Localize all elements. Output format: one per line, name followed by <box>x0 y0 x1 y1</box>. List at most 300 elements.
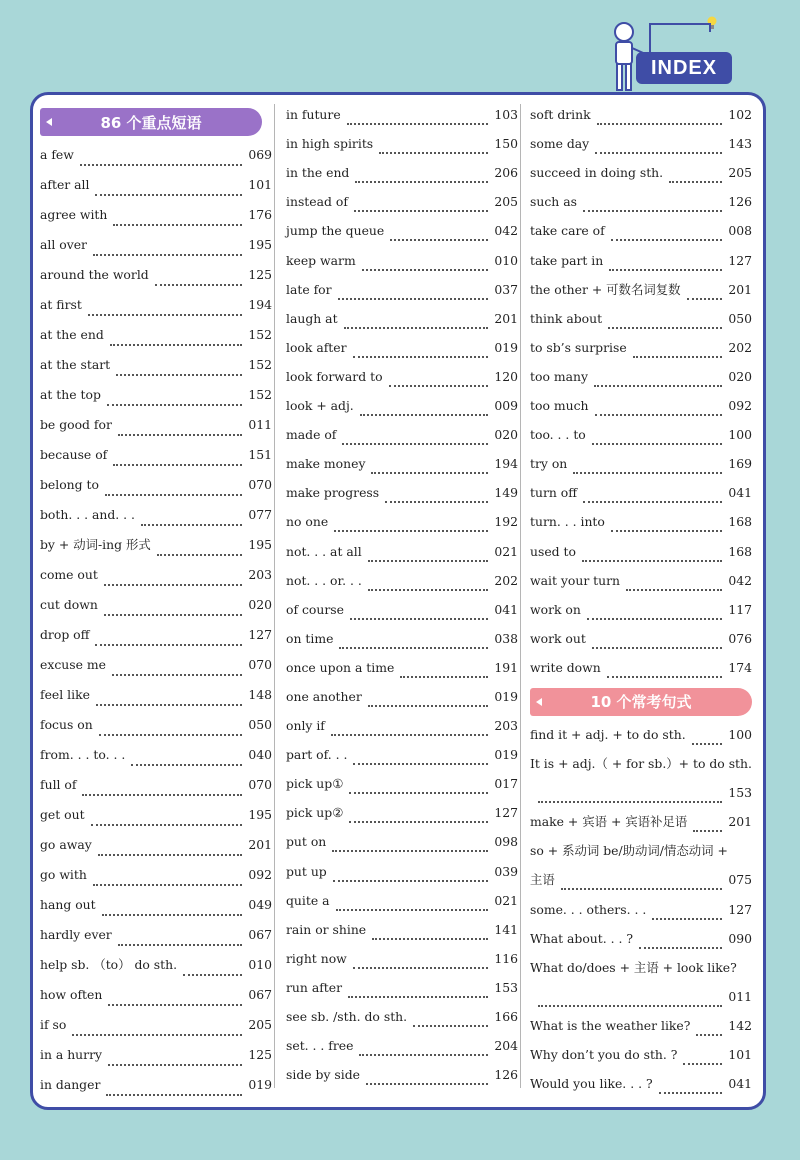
entry-page-number: 019 <box>248 1077 272 1092</box>
sentence-entry <box>530 807 752 836</box>
index-entry <box>286 740 518 769</box>
dot-leader <box>633 356 723 358</box>
dot-leader <box>692 743 723 745</box>
entry-page-number: 042 <box>494 223 518 239</box>
entry-phrase: set. . . free <box>286 1038 354 1054</box>
entry-page-number: 203 <box>248 567 272 582</box>
entry-phrase: rain or shine <box>286 921 367 937</box>
entry-page-number: 041 <box>728 485 752 501</box>
entry-phrase: think about <box>530 310 603 326</box>
dot-leader <box>353 763 488 765</box>
dot-leader <box>696 1034 722 1036</box>
index-tab <box>636 52 732 84</box>
dot-leader <box>669 181 722 183</box>
entry-phrase: full of <box>40 777 77 792</box>
index-entry <box>40 290 272 320</box>
dot-leader <box>336 909 489 911</box>
index-entry <box>530 362 752 391</box>
index-entry <box>40 1070 272 1100</box>
dot-leader <box>594 385 722 387</box>
index-entry <box>40 410 272 440</box>
dot-leader <box>96 704 242 706</box>
dot-leader <box>350 618 488 620</box>
entry-page-number: 050 <box>248 717 272 732</box>
index-entry <box>286 827 518 856</box>
entry-page-number: 067 <box>248 987 272 1002</box>
index-entry <box>40 380 272 410</box>
index-entry <box>40 470 272 500</box>
entry-page-number: 050 <box>728 310 752 326</box>
dot-leader <box>88 314 243 316</box>
entry-phrase: go away <box>40 837 92 852</box>
entry-page-number: 069 <box>248 147 272 162</box>
entry-page-number: 127 <box>728 252 752 268</box>
index-entry <box>40 320 272 350</box>
entry-phrase: belong to <box>40 477 99 492</box>
dot-leader <box>141 524 242 526</box>
entry-page-number: 168 <box>728 514 752 530</box>
dot-leader <box>348 996 488 998</box>
column-divider <box>274 104 275 1088</box>
entry-page-number: 125 <box>248 267 272 282</box>
entry-phrase: agree with <box>40 207 108 222</box>
sentence-entry <box>530 894 752 923</box>
entry-page-number: 021 <box>494 543 518 559</box>
dot-leader <box>587 618 722 620</box>
dot-leader <box>626 589 722 591</box>
entry-page-number: 037 <box>494 281 518 297</box>
entry-phrase: work out <box>530 630 586 646</box>
index-entry <box>286 245 518 274</box>
entry-phrase: one another <box>286 688 362 704</box>
entry-page-number: 201 <box>728 281 752 297</box>
index-entry <box>286 624 518 653</box>
dot-leader <box>95 194 242 196</box>
dot-leader <box>116 374 242 376</box>
index-entry <box>530 187 752 216</box>
entry-page-number: 166 <box>494 1009 518 1024</box>
dot-leader <box>183 974 242 976</box>
index-entry <box>286 711 518 740</box>
dot-leader <box>349 792 488 794</box>
entry-sentence: 主语 <box>530 872 555 888</box>
dot-leader <box>683 1063 722 1065</box>
dot-leader <box>82 794 242 796</box>
dot-leader <box>155 284 243 286</box>
entry-page-number: 011 <box>728 988 752 1004</box>
entry-page-number: 017 <box>494 776 518 792</box>
entry-page-number: 151 <box>248 447 272 462</box>
index-entry <box>286 275 518 304</box>
entry-page-number: 021 <box>494 892 518 908</box>
entry-sentence: What do/does + 主语 + look like? <box>530 959 737 975</box>
entry-phrase: some day <box>530 136 590 152</box>
dot-leader <box>595 414 723 416</box>
entry-phrase: from. . . to. . . <box>40 747 126 762</box>
index-entry <box>40 1040 272 1070</box>
dot-leader <box>368 705 489 707</box>
index-entry <box>286 507 518 536</box>
entry-page-number: 077 <box>248 507 272 522</box>
entry-page-number: 070 <box>248 777 272 792</box>
index-entry <box>286 536 518 565</box>
index-entry <box>530 653 752 682</box>
dot-leader <box>105 494 242 496</box>
entry-phrase: hardly ever <box>40 927 112 942</box>
entry-page-number: 205 <box>494 194 518 210</box>
entry-phrase: too many <box>530 368 588 384</box>
index-entry <box>530 420 752 449</box>
entry-phrase: in the end <box>286 165 350 181</box>
entry-page-number: 201 <box>248 837 272 852</box>
index-entry <box>40 140 272 170</box>
entry-page-number: 202 <box>494 572 518 588</box>
index-entry <box>286 333 518 362</box>
index-entry <box>286 682 518 711</box>
dot-leader <box>359 1054 488 1056</box>
dot-leader <box>354 210 488 212</box>
entry-page-number: 092 <box>728 398 752 414</box>
entry-page-number: 020 <box>494 427 518 443</box>
entry-page-number: 100 <box>728 427 752 443</box>
entry-phrase: because of <box>40 447 108 462</box>
index-entry <box>40 590 272 620</box>
dot-leader <box>385 501 488 503</box>
entry-page-number: 042 <box>728 572 752 588</box>
entry-phrase: cut down <box>40 597 98 612</box>
entry-page-number: 098 <box>494 834 518 850</box>
entry-page-number: 202 <box>728 339 752 355</box>
entry-phrase: in high spirits <box>286 136 374 152</box>
index-entry <box>40 680 272 710</box>
dot-leader <box>98 854 243 856</box>
entry-page-number: 070 <box>248 657 272 672</box>
entry-phrase: keep warm <box>286 252 356 268</box>
sentence-entry <box>530 836 752 865</box>
entry-phrase: on time <box>286 630 334 646</box>
entry-phrase: used to <box>530 543 576 559</box>
dot-leader <box>102 914 243 916</box>
dot-leader <box>353 967 489 969</box>
sentence-entry <box>530 749 752 778</box>
index-entry <box>530 333 752 362</box>
dot-leader <box>108 1004 242 1006</box>
entry-page-number: 152 <box>248 357 272 372</box>
entry-page-number: 152 <box>248 387 272 402</box>
dot-leader <box>592 647 722 649</box>
entry-page-number: 120 <box>494 368 518 384</box>
entry-page-number: 102 <box>728 107 752 123</box>
entry-phrase: of course <box>286 601 344 617</box>
dot-leader <box>360 414 489 416</box>
entry-page-number: 010 <box>494 252 518 268</box>
dot-leader <box>108 1064 242 1066</box>
dot-leader <box>332 850 488 852</box>
entry-page-number: 169 <box>728 456 752 472</box>
entry-phrase: at the end <box>40 327 104 342</box>
entry-phrase: hang out <box>40 897 96 912</box>
column-divider <box>520 104 521 1088</box>
entry-page-number: 040 <box>248 747 272 762</box>
entry-phrase: come out <box>40 567 98 582</box>
entry-phrase: make money <box>286 456 366 472</box>
index-entry <box>286 973 518 1002</box>
entry-page-number: 019 <box>494 747 518 763</box>
entry-page-number: 142 <box>728 1017 752 1033</box>
dot-leader <box>106 1094 242 1096</box>
dot-leader <box>372 938 488 940</box>
entry-phrase: how often <box>40 987 103 1002</box>
entry-phrase: right now <box>286 950 347 966</box>
entry-phrase: pick up② <box>286 805 344 821</box>
index-entry <box>40 260 272 290</box>
entry-page-number: 038 <box>494 630 518 646</box>
entry-phrase: look forward to <box>286 368 383 384</box>
entry-page-number: 049 <box>248 897 272 912</box>
dot-leader <box>355 181 488 183</box>
index-entry <box>286 100 518 129</box>
entry-phrase: such as <box>530 194 577 210</box>
index-entry <box>530 100 752 129</box>
entry-page-number: 010 <box>248 957 272 972</box>
entry-page-number: 090 <box>728 930 752 946</box>
entry-phrase: pick up① <box>286 776 344 792</box>
dot-leader <box>118 434 242 436</box>
dot-leader <box>334 530 488 532</box>
entry-page-number: 206 <box>494 165 518 181</box>
dot-leader <box>389 385 489 387</box>
dot-leader <box>99 734 243 736</box>
entry-page-number: 153 <box>728 785 752 801</box>
index-entry <box>286 1060 518 1089</box>
index-entry <box>40 200 272 230</box>
entry-page-number: 070 <box>248 477 272 492</box>
entry-phrase: quite a <box>286 892 330 908</box>
sentence-entry <box>530 865 752 894</box>
connector-line <box>648 22 718 56</box>
dot-leader <box>611 530 722 532</box>
index-entry <box>40 1010 272 1040</box>
index-entry <box>286 769 518 798</box>
index-entry <box>286 856 518 885</box>
dot-leader <box>349 821 488 823</box>
dot-leader <box>659 1092 723 1094</box>
entry-phrase: all over <box>40 237 87 252</box>
entry-sentence: Why don’t you do sth. ? <box>530 1047 678 1062</box>
entry-page-number: 125 <box>248 1047 272 1062</box>
entry-page-number: 103 <box>494 107 518 123</box>
index-entry <box>530 391 752 420</box>
index-entry <box>530 245 752 274</box>
dot-leader <box>344 327 489 329</box>
entry-page-number: 176 <box>248 207 272 222</box>
dot-leader <box>107 404 242 406</box>
sentence-entry <box>530 1011 752 1040</box>
dot-leader <box>390 239 488 241</box>
entry-page-number: 019 <box>494 339 518 355</box>
entry-phrase: try on <box>530 456 568 472</box>
dot-leader <box>118 944 243 946</box>
entry-phrase: only if <box>286 718 325 734</box>
entry-page-number: 092 <box>248 867 272 882</box>
entry-phrase: put up <box>286 863 327 879</box>
entry-phrase: made of <box>286 427 337 443</box>
entry-phrase: too much <box>530 398 589 414</box>
dot-leader <box>583 210 722 212</box>
entry-phrase: look + adj. <box>286 398 354 414</box>
entry-page-number: 194 <box>248 297 272 312</box>
dot-leader <box>93 254 242 256</box>
entry-phrase: look after <box>286 339 347 355</box>
dot-leader <box>368 589 489 591</box>
index-entry <box>286 478 518 507</box>
entry-phrase: after all <box>40 177 90 192</box>
phrases-section-header: 86 个重点短语 <box>40 108 262 136</box>
index-entry <box>530 304 752 333</box>
entry-page-number: 195 <box>248 807 272 822</box>
index-entry <box>286 595 518 624</box>
entry-page-number: 127 <box>728 901 752 917</box>
dot-leader <box>72 1034 242 1036</box>
entry-page-number: 101 <box>248 177 272 192</box>
entry-sentence: so + 系动词 be/助动词/情态动词 + <box>530 843 728 859</box>
entry-phrase: be good for <box>40 417 112 432</box>
entry-page-number: 020 <box>728 368 752 384</box>
index-entry <box>286 566 518 595</box>
dot-leader <box>104 584 243 586</box>
entry-sentence: some. . . others. . . <box>530 901 647 917</box>
entry-phrase: around the world <box>40 267 149 282</box>
sentence-entry <box>530 1069 752 1098</box>
entry-page-number: 101 <box>728 1047 752 1062</box>
entry-page-number: 204 <box>494 1038 518 1054</box>
entry-phrase: late for <box>286 281 332 297</box>
index-entry <box>40 350 272 380</box>
entry-phrase: write down <box>530 659 601 675</box>
dot-leader <box>597 123 723 125</box>
index-entry <box>40 710 272 740</box>
index-entry <box>530 158 752 187</box>
index-entry <box>286 420 518 449</box>
dot-leader <box>112 674 242 676</box>
dot-leader <box>131 764 242 766</box>
index-entry <box>286 391 518 420</box>
entry-phrase: part of. . . <box>286 747 348 763</box>
entry-page-number: 195 <box>248 537 272 552</box>
entry-page-number: 011 <box>248 417 272 432</box>
index-entry <box>530 129 752 158</box>
index-entry <box>40 950 272 980</box>
entry-phrase: the other + 可数名词复数 <box>530 281 681 297</box>
entry-phrase: focus on <box>40 717 93 732</box>
index-entry <box>530 507 752 536</box>
dot-leader <box>582 560 722 562</box>
sentence-entry <box>530 982 752 1011</box>
entry-phrase: help sb. （to） do sth. <box>40 957 178 972</box>
index-entry <box>40 170 272 200</box>
entry-phrase: in future <box>286 107 341 123</box>
entry-page-number: 126 <box>494 1067 518 1083</box>
entry-phrase: drop off <box>40 627 90 642</box>
index-entry <box>286 158 518 187</box>
dot-leader <box>607 676 723 678</box>
dot-leader <box>331 734 488 736</box>
dot-leader <box>413 1025 488 1027</box>
entry-sentence: find it + adj. + to do sth. <box>530 726 686 742</box>
index-entry <box>286 798 518 827</box>
entry-phrase: side by side <box>286 1067 360 1083</box>
entry-phrase: at the start <box>40 357 111 372</box>
index-entry <box>286 187 518 216</box>
entry-phrase: succeed in doing sth. <box>530 165 664 181</box>
dot-leader <box>693 830 722 832</box>
dot-leader <box>110 344 243 346</box>
entry-page-number: 116 <box>494 950 518 966</box>
entry-phrase: go with <box>40 867 87 882</box>
index-entry <box>530 449 752 478</box>
entry-page-number: 194 <box>494 456 518 472</box>
index-entry <box>286 362 518 391</box>
entry-page-number: 152 <box>248 327 272 342</box>
entry-page-number: 008 <box>728 223 752 239</box>
dot-leader <box>113 464 242 466</box>
index-entry <box>40 770 272 800</box>
entry-page-number: 201 <box>728 814 752 830</box>
entry-phrase: excuse me <box>40 657 106 672</box>
entry-sentence: What about. . . ? <box>530 930 634 946</box>
entry-page-number: 149 <box>494 485 518 501</box>
index-entry <box>286 449 518 478</box>
entry-sentence: What is the weather like? <box>530 1017 691 1033</box>
entry-phrase: not. . . or. . . <box>286 572 362 588</box>
entry-page-number: 168 <box>728 543 752 559</box>
dot-leader <box>592 443 723 445</box>
dot-leader <box>157 554 243 556</box>
entry-page-number: 020 <box>248 597 272 612</box>
dot-leader <box>538 801 722 803</box>
dot-leader <box>366 1083 488 1085</box>
index-entry <box>530 536 752 565</box>
sentence-entry <box>530 924 752 953</box>
entry-phrase: laugh at <box>286 310 338 326</box>
index-label: INDEX <box>650 56 718 79</box>
index-entry <box>40 920 272 950</box>
index-entry <box>40 740 272 770</box>
index-entry <box>40 890 272 920</box>
dot-leader <box>609 269 722 271</box>
dot-leader <box>353 356 489 358</box>
dot-leader <box>538 1005 722 1007</box>
entry-page-number: 100 <box>728 726 752 742</box>
entry-page-number: 203 <box>494 718 518 734</box>
dot-leader <box>104 614 243 616</box>
index-entry <box>286 1031 518 1060</box>
entry-page-number: 126 <box>728 194 752 210</box>
index-entry <box>530 566 752 595</box>
entry-page-number: 174 <box>728 659 752 675</box>
index-entry <box>40 500 272 530</box>
entry-phrase: take care of <box>530 223 605 239</box>
index-entry <box>286 944 518 973</box>
entry-page-number: 117 <box>728 601 752 617</box>
index-entry <box>40 440 272 470</box>
dot-leader <box>80 164 242 166</box>
entry-phrase: too. . . to <box>530 427 586 443</box>
dot-leader <box>595 152 722 154</box>
entry-page-number: 076 <box>728 630 752 646</box>
index-entry <box>286 1002 518 1031</box>
dot-leader <box>573 472 722 474</box>
